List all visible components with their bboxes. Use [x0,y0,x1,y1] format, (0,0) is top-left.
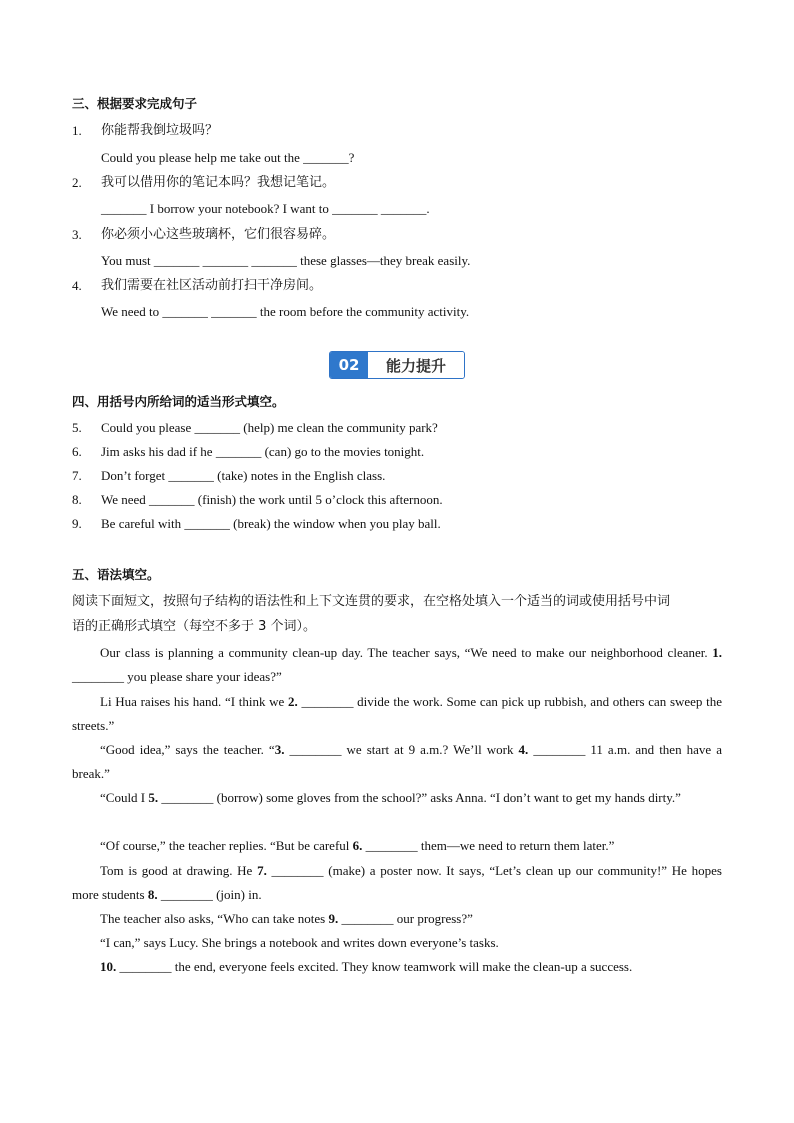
passage-paragraph-4 [72,786,722,810]
passage-paragraph-2 [72,690,722,738]
blank-number: 7. [257,863,267,878]
blank-number: 5. [148,790,159,805]
paragraph-text: “I can,” says Lucy. She brings a notebook and writes down everyone’s tasks. [100,935,499,950]
question-number: 1. [72,123,82,138]
passage-paragraph-3 [72,738,722,786]
blank-number: 10. [100,959,117,974]
passage-paragraph-5 [72,834,722,858]
question-en: You must _______ _______ _______ these glasses—they break easily. [101,253,471,268]
paragraph-text: ________ them—we need to return them later.” [362,838,615,853]
section-badge [329,351,465,379]
paragraph-text: Li Hua raises his hand. “I think we [100,694,289,709]
blank-number: 6. [352,838,363,853]
blank-number: 8. [147,887,158,902]
paragraph-text: “Could I [100,790,149,805]
question-number: 4. [72,278,82,293]
question-en: _______ I borrow your notebook? I want to _______ _______. [101,201,430,216]
blank-number: 3. [274,742,285,757]
section5-instruction-line1: 阅读下面短文，按照句子结构的语法性和上下文连贯的要求，在空格处填入一个适当的词或使用括号中词 [72,594,671,609]
question-cn: 你必须小心这些玻璃杯，它们很容易碎。 [101,227,336,242]
question-number: 6. [72,444,82,459]
paragraph-text: ________ divide the work. Some can pick up rubbish, and others can sweep the streets.” [72,694,723,733]
paragraph-text: ________ (join) in. [157,887,262,902]
question-text: Jim asks his dad if he _______ (can) go to the movies tonight. [101,444,425,459]
question-cn: 我可以借用你的笔记本吗？我想记笔记。 [101,175,336,190]
question-number: 8. [72,492,82,507]
section3-heading: 三、根据要求完成句子 [72,96,198,111]
passage-paragraph-6 [72,859,722,907]
paragraph-text: Our class is planning a community clean-up day. The teacher says, “We need to make our neighborhood cleaner. [100,645,713,660]
passage-paragraph-1 [72,641,722,689]
paragraph-text: ________ (borrow) some gloves from the school?” asks Anna. “I don’t want to get my hands dirty.” [158,790,681,805]
question-en: Could you please help me take out the _______? [101,150,355,165]
question-number: 7. [72,468,82,483]
paragraph-text: ________ the end, everyone feels excited. They know teamwork will make the clean-up a success. [116,959,633,974]
paragraph-text: Tom is good at drawing. He [100,863,258,878]
question-cn: 你能帮我倒垃圾吗？ [101,123,219,138]
question-number: 3. [72,227,82,242]
blank-number: 2. [288,694,298,709]
passage-paragraph-8 [72,931,722,955]
question-text: Could you please _______ (help) me clean the community park? [101,420,438,435]
blank-number: 1. [712,645,722,660]
badge-label: 能力提升 [368,352,464,378]
paragraph-text: ________ you please share your ideas?” [72,669,282,684]
question-number: 9. [72,516,82,531]
passage-paragraph-7 [72,907,722,931]
question-number: 5. [72,420,82,435]
section5-instruction-line2: 语的正确形式填空（每空不多于 3 个词）。 [72,619,317,634]
paragraph-text: ________ our progress?” [338,911,473,926]
blank-number: 9. [328,911,339,926]
paragraph-text: ________ (make) a poster now. It says, “Let’s clean up our community!” He hopes more students [72,863,722,902]
question-number: 2. [72,175,82,190]
section4-heading: 四、用括号内所给词的适当形式填空。 [72,394,285,409]
blank-number: 4. [518,742,529,757]
paragraph-text: The teacher also asks, “Who can take notes [100,911,329,926]
badge-number: 02 [330,352,368,378]
passage-paragraph-9 [72,955,722,979]
section5-heading: 五、语法填空。 [72,567,160,582]
question-text: Don’t forget _______ (take) notes in the English class. [101,468,386,483]
paragraph-text: ________ 11 a.m. and then have a break.” [72,742,722,781]
question-en: We need to _______ _______ the room before the community activity. [101,304,470,319]
paragraph-text: “Good idea,” says the teacher. “ [100,742,275,757]
question-text: Be careful with _______ (break) the window when you play ball. [101,516,441,531]
question-cn: 我们需要在社区活动前打扫干净房间。 [101,278,323,293]
paragraph-text: ________ we start at 9 a.m.? We’ll work [284,742,519,757]
question-text: We need _______ (finish) the work until 5 o’clock this afternoon. [101,492,443,507]
paragraph-text: “Of course,” the teacher replies. “But be careful [100,838,353,853]
